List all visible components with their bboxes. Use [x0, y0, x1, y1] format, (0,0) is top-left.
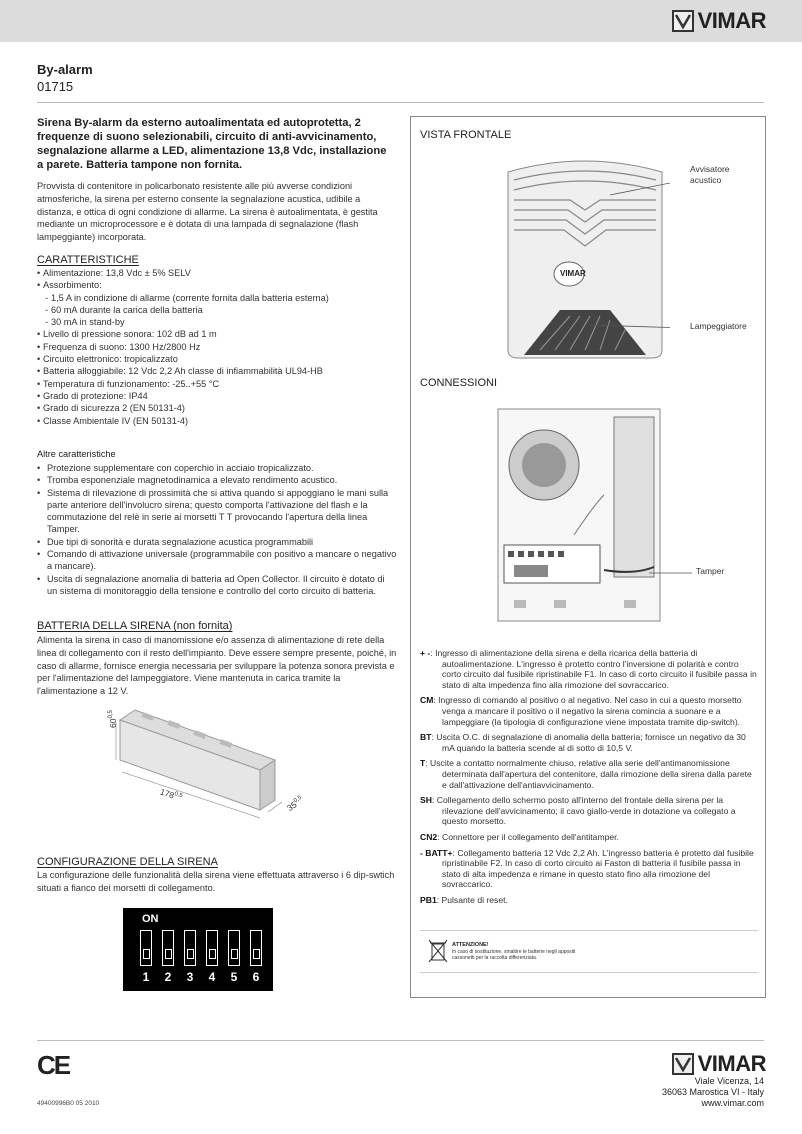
- feature-item: - 30 mA in stand-by: [37, 316, 397, 328]
- dip-number: 4: [208, 970, 216, 984]
- dim-w: 35: [284, 799, 299, 813]
- tamper-label: Tamper: [696, 566, 725, 576]
- dim-w-tol: 0,5: [292, 794, 304, 805]
- brand-name: VIMAR: [697, 8, 766, 33]
- front-view-title: VISTA FRONTALE: [420, 129, 512, 141]
- feature-item: • Grado di sicurezza 2 (EN 50131-4): [37, 402, 397, 414]
- feature-item: • Batteria alloggiabile: 12 Vdc 2,2 Ah classe di infiammabilità UL94-HB: [37, 365, 397, 377]
- dip-knob: [209, 949, 216, 959]
- dip-knob: [143, 949, 150, 959]
- connection-key: - BATT+: [420, 847, 453, 858]
- dip-switch-5[interactable]: [228, 930, 240, 966]
- brand-logo: [672, 8, 766, 34]
- other-feature-item: • Comando di attivazione universale (programmabile con positivo a mancare o negativo a mancare).: [37, 548, 397, 573]
- battery-text: Alimenta la sirena in caso di manomissione e/o assenza di alimentazione di rete della linea di collegamento con il resto dell'impianto. Deve essere sempre presente, poiché, in caso di allarme, fornisce energia necessaria per sviluppare la potenza sonora prevista e per l'alimentazione del lampeggiatore. Viene mantenuta in carica tramite la l'alimentazione a 12 V.: [37, 635, 397, 697]
- feature-item: • Assorbimento:: [37, 279, 397, 291]
- dim-h: 60: [107, 718, 118, 728]
- dip-on-label: ON: [142, 913, 159, 925]
- dim-h-tol: 0,5: [108, 710, 114, 719]
- siren-badge: VIMAR: [560, 269, 586, 278]
- connection-desc: Uscite a contatto normalmente chiuso, relative alla serie dell'antimanomissione determinata dall'apertura del contenitore, dalla rimozione della sirena dalla parete e dall'attivazione dell'antiavvicinamento.: [430, 758, 752, 790]
- connection-item: + -: Ingresso di alimentazione della sirena e della ricarica della batteria di autoalimentazione. L'ingresso è protetto contro l'inversione di polarità e contro corto circuito dal fusibile ripristinabile F1. In caso di corto circuito il fusibile passa in stato di alta impedenza fino alla rimozione del sovraccarico.: [420, 648, 757, 690]
- dip-switch-6[interactable]: [250, 930, 262, 966]
- connection-desc: Uscita O.C. di segnalazione di anomalia della batteria; fornisce un negativo da 30 mA quando la batteria scende al di sotto di 10,5 V.: [436, 732, 746, 753]
- feature-item: • Circuito elettronico: tropicalizzato: [37, 353, 397, 365]
- lamp-label: Lampeggiatore: [690, 321, 747, 331]
- dim-l-tol: 0,5: [173, 791, 184, 800]
- other-feature-item: • Uscita di segnalazione anomalia di batteria ad Open Collector. Il circuito è dotato di un sistema di monitoraggio della tensione e controllo del corto circuito di batteria.: [37, 573, 397, 598]
- weee-divider: [420, 930, 758, 931]
- dip-number: 1: [142, 970, 150, 984]
- feature-item: • Grado di protezione: IP44: [37, 390, 397, 402]
- dip-switch-4[interactable]: [206, 930, 218, 966]
- config-text: La configurazione delle funzionalità della sirena viene effettuata attraverso i 6 dip-swtich situati a fianco dei morsetti di collegamento.: [37, 870, 395, 893]
- other-feature-item: • Protezione supplementare con coperchio in acciaio tropicalizzato.: [37, 462, 397, 474]
- speaker-label: Avvisatore acustico: [690, 164, 730, 185]
- feature-item: - 60 mA durante la carica della batteria: [37, 304, 397, 316]
- features-list: [37, 267, 397, 427]
- address-line-1: Viale Vicenza, 14: [694, 1076, 764, 1086]
- description-text: Provvista di contenitore in policarbonato resistente alle più avverse condizioni atmosferiche, la sirena per esterno consente la segnalazione acustica, udibile a distanza, e ottica di ogni condizione di allarme. La sirena è autoalimentata, è gestita mediante un microprocessore e è dotata di una lampada di segnalazione (flash lampeggiante) incorporata.: [37, 181, 378, 243]
- weee-title: ATTENZIONE!: [452, 942, 489, 948]
- weee-bin-icon: [428, 938, 448, 964]
- connections-illustration: [494, 405, 694, 625]
- intro-text: Sirena By-alarm da esterno autoalimentata ed autoprotetta, 2 frequenze di suono selezionabili, circuito di anti-avvicinamento, segnalazione allarme a LED, alimentazione 13,8 Vdc, installazione a parete. Batteria tampone non fornita.: [37, 117, 387, 171]
- website[interactable]: www.vimar.com: [701, 1098, 764, 1108]
- connection-key: + -: [420, 648, 431, 658]
- connection-desc: Connettore per il collegamento dell'antitamper.: [441, 831, 619, 842]
- dip-number: 3: [186, 970, 194, 984]
- other-feature-item: • Sistema di rilevazione di prossimità che si attiva quando si appoggiano le mani sulla parte anteriore dell'involucro sirena; questo comporta l'attivazione del flash e la commutazione del relè in serie ai morsetti T T provocando l'apertura della linea Tamper.: [37, 487, 397, 536]
- dip-knob: [253, 949, 260, 959]
- connection-item: T: Uscite a contatto normalmente chiuso, relative alla serie dell'antimanomissione determinata dall'apertura del contenitore, dalla rimozione della sirena dalla parete e dall'attivazione dell'antiavvicinamento.: [420, 758, 752, 790]
- doc-code: 49400996B0 05 2010: [37, 1100, 100, 1107]
- connections-title: CONNESSIONI: [420, 377, 498, 389]
- connection-item: CN2: Connettore per il collegamento dell'antitamper.: [420, 831, 619, 842]
- dip-switch-bank: [123, 908, 273, 991]
- dip-knob: [187, 949, 194, 959]
- feature-item: • Classe Ambientale IV (EN 50131-4): [37, 415, 397, 427]
- connection-key: PB1: [420, 894, 437, 905]
- connection-key: SH: [420, 795, 432, 806]
- address-block: [662, 1076, 764, 1109]
- connection-desc: Collegamento dello schermo posto all'interno del frontale della sirena per la rilevazione dell'avvicinamento; il cavo giallo-verde in dotazione va collegato a questo morsetto.: [436, 795, 736, 827]
- dip-knob: [165, 949, 172, 959]
- ce-mark: CE: [37, 1050, 70, 1080]
- dim-l: 178: [158, 786, 176, 801]
- connection-item: PB1: Pulsante di reset.: [420, 894, 508, 905]
- connection-key: CM: [420, 695, 434, 706]
- footer-brand: VIMAR: [697, 1051, 766, 1076]
- other-feature-item: • Tromba esponenziale magnetodinamica a elevato rendimento acustico.: [37, 474, 397, 486]
- dip-switch-1[interactable]: [140, 930, 152, 966]
- feature-item: • Frequenza di suono: 1300 Hz/2800 Hz: [37, 341, 397, 353]
- product-name: By-alarm: [37, 62, 93, 77]
- weee-divider-bottom: [420, 972, 758, 973]
- feature-item: • Temperatura di funzionamento: -25..+55 °C: [37, 378, 397, 390]
- dip-knob: [231, 949, 238, 959]
- weee-text: In caso di sostituzione, smaltire le batterie negli appositi cassonetti per la raccolta differenziata.: [452, 949, 576, 961]
- divider: [37, 102, 764, 103]
- other-features-list: [37, 462, 397, 597]
- feature-item: - 1,5 A in condizione di allarme (corrente fornita dalla batteria esterna): [37, 292, 397, 304]
- connection-desc: Collegamento batteria 12 Vdc 2,2 Ah. L'ingresso batteria è protetto dal fusibile ripristinabile F2. In caso di corto circuito ai Faston di batteria il fusibile passa in stato di alta impedenza e rimane in questo stato fino alla rimozione del sovraccarico.: [442, 847, 754, 890]
- connection-item: - BATT+: Collegamento batteria 12 Vdc 2,2 Ah. L'ingresso batteria è protetto dal fusibile ripristinabile F2. In caso di corto circuito ai Faston di batteria il fusibile passa in stato di alta impedenza e rimane in questo stato fino alla rimozione del sovraccarico.: [420, 847, 754, 890]
- other-features-title: Altre caratteristiche: [37, 449, 116, 459]
- battery-title: BATTERIA DELLA SIRENA (non fornita): [37, 620, 233, 632]
- connection-key: T: [420, 758, 426, 769]
- connection-key: BT: [420, 732, 432, 743]
- feature-item: • Alimentazione: 13,8 Vdc ± 5% SELV: [37, 267, 397, 279]
- connection-item: BT: Uscita O.C. di segnalazione di anomalia della batteria; fornisce un negativo da 30 mA quando la batteria scende al di sotto di 10,5 V.: [420, 732, 746, 753]
- config-title: CONFIGURAZIONE DELLA SIRENA: [37, 856, 218, 868]
- dip-number: 2: [164, 970, 172, 984]
- address-line-2: 36063 Marostica VI - Italy: [661, 1087, 764, 1097]
- dip-switch-3[interactable]: [184, 930, 196, 966]
- siren-front-illustration: [500, 150, 670, 362]
- features-title: CARATTERISTICHE: [37, 254, 139, 266]
- vimar-logo-icon: [672, 10, 694, 32]
- product-code: 01715: [37, 79, 74, 94]
- connections-list: [420, 648, 758, 910]
- footer-logo: [672, 1051, 766, 1077]
- footer-divider: [37, 1040, 764, 1041]
- feature-item: • Livello di pressione sonora: 102 dB ad 1 m: [37, 328, 397, 340]
- connection-desc: Ingresso di comando al positivo o al negativo. Nel caso in cui a questo morsetto venga a mancare il positivo o il negativo la sirena comincia a suonare e a lampeggiare (la tipologia di configurazione viene impostata tramite dip-switch).: [438, 695, 742, 727]
- connection-desc: Pulsante di reset.: [441, 894, 508, 905]
- connection-desc: Ingresso di alimentazione della sirena e della ricarica della batteria di autoalimentazione. L'ingresso è protetto contro l'inversione di polarità e contro corto circuito dal fusibile ripristinabile F1. In caso di corto circuito il fusibile passa in stato di alta impedenza fino alla rimozione del sovraccarico.: [435, 648, 757, 690]
- connection-key: CN2: [420, 831, 438, 842]
- connection-item: CM: Ingresso di comando al positivo o al negativo. Nel caso in cui a questo morsetto venga a mancare il positivo o il negativo la sirena comincia a suonare e a lampeggiare (la tipologia di configurazione viene impostata tramite dip-switch).: [420, 695, 742, 727]
- vimar-logo-icon: [672, 1053, 694, 1075]
- connection-item: SH: Collegamento dello schermo posto all'interno del frontale della sirena per la rilevazione dell'avvicinamento; il cavo giallo-verde in dotazione va collegato a questo morsetto.: [420, 795, 736, 827]
- dip-number: 6: [252, 970, 260, 984]
- other-feature-item: • Due tipi di sonorità e durata segnalazione acustica programmabili: [37, 536, 397, 548]
- dip-switch-2[interactable]: [162, 930, 174, 966]
- dip-number: 5: [230, 970, 238, 984]
- battery-height-dim: [106, 710, 119, 728]
